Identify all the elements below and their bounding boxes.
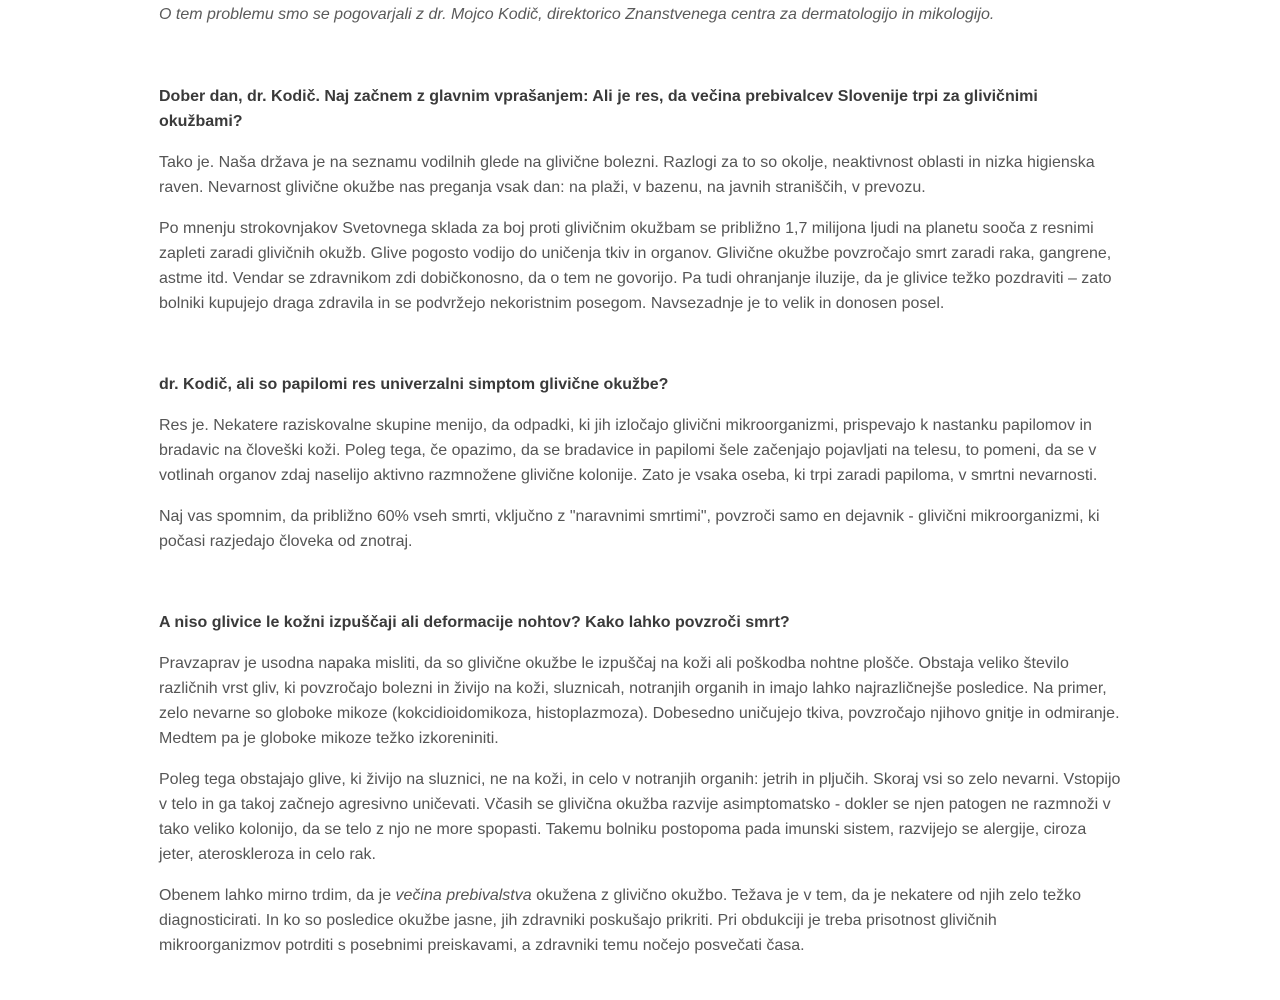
article-intro: O tem problemu smo se pogovarjali z dr. Mojco Kodič, direktorico Znanstvenega centra za dermatologijo in mikologijo. (159, 6, 995, 23)
interview-answer-3c (159, 883, 1121, 958)
interview-answer-1a: Tako je. Naša država je na seznamu vodilnih glede na glivične bolezni. Razlogi za to so okolje, neaktivnost oblasti in nizka higienska raven. Nevarnost glivične okužbe nas preganja vsak dan: na plaži, v bazenu, na javnih straniščih, v prevozu. (159, 154, 1095, 196)
interview-answer-2b: Naj vas spomnim, da približno 60% vseh smrti, vključno z "naravnimi smrtimi", povzroči samo en dejavnik - glivični mikroorganizmi, ki počasi razjedajo človeka od znotraj. (159, 508, 1100, 550)
interview-answer-1b: Po mnenju strokovnjakov Svetovnega sklada za boj proti glivičnim okužbam se približno 1,7 milijona ljudi na planetu sooča z resnimi zapleti zaradi glivičnih okužb. Glive pogosto vodijo do uničenja tkiv in organov. Glivične okužbe povzročajo smrt zaradi raka, gangrene, astme itd. Vendar se zdravnikom zdi dobičkonosno, da o tem ne govorijo. Pa tudi ohranjanje iluzije, da je glivice težko pozdraviti – zato bolniki kupujejo draga zdravila in se podvržejo nekoristnim posegom. Navsezadnje je to velik in donosen posel. (159, 220, 1112, 312)
interview-answer-3a: Pravzaprav je usodna napaka misliti, da so glivične okužbe le izpuščaj na koži ali poškodba nohtne plošče. Obstaja veliko število različnih vrst gliv, ki povzročajo bolezni in živijo na koži, sluznicah, notranjih organih in imajo lahko najrazličnejše posledice. Na primer, zelo nevarne so globoke mikoze (kokcidioidomikoza, histoplazmoza). Dobesedno uničujejo tkiva, povzročajo njihovo gnitje in odmiranje. Medtem pa je globoke mikoze težko izkoreniniti. (159, 655, 1120, 747)
interview-question-3: A niso glivice le kožni izpuščaji ali deformacije nohtov? Kako lahko povzroči smrt? (159, 614, 790, 631)
answer-text-after-emphasis: okužena z glivično okužbo. Težava je v tem, da je nekatere od njih zelo težko diagnosticirati. In ko so posledice okužbe jasne, jih zdravniki poskušajo prikriti. Pri obdukciji je treba prisotnost glivičnih mikroorganizmov potrditi s posebnimi preiskavami, a zdravniki temu nočejo posvečati časa. (159, 887, 1081, 954)
interview-question-2: dr. Kodič, ali so papilomi res univerzalni simptom glivične okužbe? (159, 376, 669, 393)
interview-question-1: Dober dan, dr. Kodič. Naj začnem z glavnim vprašanjem: Ali je res, da večina prebivalcev Slovenije trpi za glivičnimi okužbami? (159, 88, 1038, 130)
interview-answer-3b: Poleg tega obstajajo glive, ki živijo na sluznici, ne na koži, in celo v notranjih organih: jetrih in pljučih. Skoraj vsi so zelo nevarni. Vstopijo v telo in ga takoj začnejo agresivno uničevati. Včasih se glivična okužba razvije asimptomatsko - dokler se njen patogen ne razmnoži v tako veliko kolonijo, da se telo z njo ne more spopasti. Takemu bolniku postopoma pada imunski sistem, razvijejo se alergije, ciroza jeter, ateroskleroza in celo rak. (159, 771, 1121, 863)
interview-answer-2a: Res je. Nekatere raziskovalne skupine menijo, da odpadki, ki jih izločajo glivični mikroorganizmi, prispevajo k nastanku papilomov in bradavic na človeški koži. Poleg tega, če opazimo, da se bradavice in papilomi šele začenjajo pojavljati na telesu, to pomeni, da se v votlinah organov zdaj naselijo aktivno razmnožene glivične kolonije. Zato je vsaka oseba, ki trpi zaradi papiloma, v smrtni nevarnosti. (159, 417, 1098, 484)
article-body (159, 0, 1121, 958)
answer-text-before-emphasis: Obenem lahko mirno trdim, da je (159, 887, 396, 904)
emphasized-text: večina prebivalstva (395, 887, 532, 904)
